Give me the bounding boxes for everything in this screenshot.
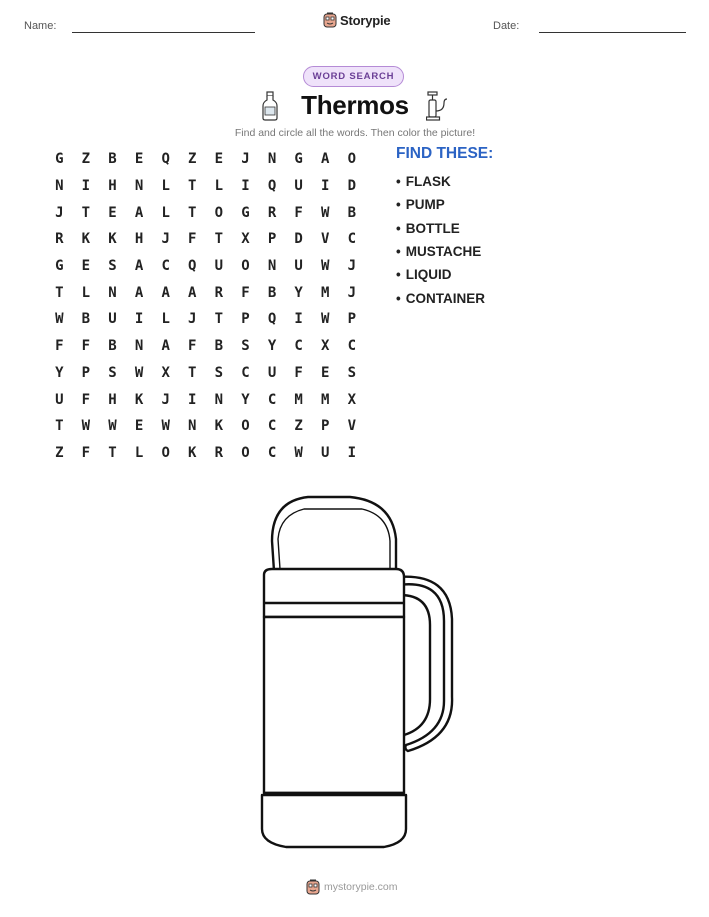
word-text: CONTAINER: [405, 290, 485, 306]
grid-cell[interactable]: Y: [267, 338, 277, 355]
bottle-icon: [262, 91, 278, 121]
grid-cell[interactable]: I: [188, 391, 197, 408]
grid-cell[interactable]: O: [347, 151, 357, 168]
grid-cell[interactable]: B: [108, 151, 117, 168]
grid-cell[interactable]: Q: [188, 258, 197, 275]
grid-cell[interactable]: T: [214, 311, 224, 328]
grid-cell[interactable]: E: [134, 418, 144, 435]
date-line[interactable]: [539, 32, 686, 33]
grid-cell[interactable]: L: [134, 444, 144, 461]
grid-row: [46, 306, 366, 333]
grid-cell[interactable]: O: [241, 258, 250, 275]
grid-cell[interactable]: Y: [294, 284, 303, 301]
grid-cell[interactable]: G: [241, 204, 250, 221]
grid-cell[interactable]: C: [267, 444, 277, 461]
grid-cell[interactable]: Z: [55, 444, 64, 461]
grid-cell[interactable]: G: [55, 151, 64, 168]
grid-cell[interactable]: U: [55, 391, 64, 408]
grid-cell[interactable]: A: [321, 151, 330, 168]
grid-cell[interactable]: O: [241, 418, 250, 435]
grid-cell[interactable]: E: [81, 258, 91, 275]
word-list-item: [396, 217, 485, 240]
grid-cell[interactable]: U: [214, 258, 224, 275]
brand-name: Storypie: [340, 12, 391, 28]
grid-cell[interactable]: C: [267, 391, 277, 408]
word-list-item: [396, 170, 485, 193]
grid-cell[interactable]: M: [294, 391, 303, 408]
grid-cell[interactable]: B: [214, 338, 224, 355]
word-text: LIQUID: [405, 267, 452, 283]
bullet: •: [396, 197, 401, 213]
word-list-item: [396, 263, 485, 286]
grid-cell[interactable]: K: [214, 418, 224, 435]
grid-cell[interactable]: T: [55, 284, 64, 301]
word-list: [396, 170, 485, 310]
grid-row: [46, 146, 366, 173]
grid-cell[interactable]: T: [214, 231, 224, 248]
grid-cell[interactable]: T: [188, 204, 197, 221]
grid-cell[interactable]: N: [134, 178, 144, 195]
grid-cell[interactable]: N: [55, 178, 64, 195]
grid-cell[interactable]: C: [347, 338, 357, 355]
grid-cell[interactable]: P: [267, 231, 277, 248]
bullet: •: [396, 244, 401, 260]
grid-cell[interactable]: W: [161, 418, 170, 435]
grid-cell[interactable]: N: [188, 418, 197, 435]
grid-cell[interactable]: B: [347, 204, 357, 221]
grid-cell[interactable]: N: [214, 391, 224, 408]
grid-cell[interactable]: X: [347, 391, 357, 408]
grid-cell[interactable]: R: [55, 231, 64, 248]
name-line[interactable]: [72, 32, 255, 33]
grid-cell[interactable]: O: [161, 444, 170, 461]
name-label: Name:: [24, 20, 57, 32]
grid-cell[interactable]: P: [321, 418, 330, 435]
grid-cell[interactable]: P: [347, 311, 357, 328]
grid-cell[interactable]: O: [214, 204, 224, 221]
grid-cell[interactable]: J: [241, 151, 250, 168]
word-text: MUSTACHE: [405, 244, 482, 260]
grid-cell[interactable]: T: [188, 178, 197, 195]
grid-row: [46, 360, 366, 387]
grid-cell[interactable]: F: [188, 231, 197, 248]
grid-cell[interactable]: Y: [55, 364, 64, 381]
grid-cell[interactable]: A: [134, 204, 144, 221]
grid-cell[interactable]: J: [161, 391, 170, 408]
pump-icon: [426, 91, 448, 121]
grid-cell[interactable]: E: [214, 151, 224, 168]
grid-row: [46, 173, 366, 200]
grid-cell[interactable]: F: [241, 284, 250, 301]
bullet: •: [396, 267, 401, 283]
grid-cell[interactable]: C: [347, 231, 357, 248]
grid-cell[interactable]: S: [347, 364, 357, 381]
grid-cell[interactable]: X: [161, 364, 170, 381]
grid-cell[interactable]: P: [241, 311, 250, 328]
grid-cell[interactable]: S: [241, 338, 250, 355]
grid-cell[interactable]: I: [241, 178, 250, 195]
grid-cell[interactable]: O: [241, 444, 250, 461]
grid-cell[interactable]: S: [108, 258, 117, 275]
grid-cell[interactable]: K: [108, 231, 117, 248]
grid-cell[interactable]: U: [108, 311, 117, 328]
word-search-badge: WORD SEARCH: [303, 66, 404, 87]
grid-cell[interactable]: I: [81, 178, 91, 195]
bullet: •: [396, 174, 401, 190]
grid-row: [46, 279, 366, 306]
grid-cell[interactable]: T: [108, 444, 117, 461]
grid-cell[interactable]: S: [214, 364, 224, 381]
grid-cell[interactable]: U: [321, 444, 330, 461]
grid-cell[interactable]: A: [161, 284, 170, 301]
grid-cell[interactable]: W: [321, 311, 330, 328]
grid-cell[interactable]: W: [321, 258, 330, 275]
grid-cell[interactable]: T: [55, 418, 64, 435]
grid-cell[interactable]: Z: [188, 151, 197, 168]
grid-cell[interactable]: C: [267, 418, 277, 435]
word-list-item: [396, 193, 485, 216]
grid-cell[interactable]: F: [55, 338, 64, 355]
grid-cell[interactable]: N: [134, 338, 144, 355]
word-text: PUMP: [405, 197, 445, 213]
grid-cell[interactable]: B: [267, 284, 277, 301]
grid-cell[interactable]: Q: [267, 178, 277, 195]
grid-cell[interactable]: X: [241, 231, 250, 248]
grid-cell[interactable]: W: [55, 311, 64, 328]
grid-cell[interactable]: H: [108, 391, 117, 408]
grid-cell[interactable]: R: [214, 284, 224, 301]
grid-cell[interactable]: F: [81, 391, 91, 408]
grid-cell[interactable]: F: [188, 338, 197, 355]
grid-cell[interactable]: D: [294, 231, 303, 248]
grid-cell[interactable]: R: [214, 444, 224, 461]
grid-cell[interactable]: V: [321, 231, 330, 248]
date-label: Date:: [493, 20, 520, 32]
grid-cell[interactable]: N: [267, 151, 277, 168]
grid-cell[interactable]: W: [108, 418, 117, 435]
grid-cell[interactable]: N: [108, 284, 117, 301]
grid-cell[interactable]: Y: [241, 391, 250, 408]
footer-site-link[interactable]: mystorypie.com: [324, 881, 398, 893]
grid-cell[interactable]: C: [161, 258, 170, 275]
grid-cell[interactable]: K: [81, 231, 91, 248]
grid-cell[interactable]: M: [321, 391, 330, 408]
grid-cell[interactable]: Q: [267, 311, 277, 328]
word-text: FLASK: [405, 174, 451, 190]
grid-cell[interactable]: T: [188, 364, 197, 381]
grid-cell[interactable]: W: [321, 204, 330, 221]
grid-cell[interactable]: K: [134, 391, 144, 408]
word-text: BOTTLE: [405, 220, 460, 236]
grid-cell[interactable]: X: [321, 338, 330, 355]
grid-cell[interactable]: W: [294, 444, 303, 461]
grid-cell[interactable]: B: [108, 338, 117, 355]
grid-cell[interactable]: J: [161, 231, 170, 248]
grid-cell[interactable]: B: [81, 311, 91, 328]
grid-row: [46, 440, 366, 467]
grid-cell[interactable]: A: [134, 284, 144, 301]
bullet: •: [396, 220, 401, 236]
grid-cell[interactable]: K: [188, 444, 197, 461]
grid-row: [46, 226, 366, 253]
grid-row: [46, 386, 366, 413]
grid-cell[interactable]: M: [321, 284, 330, 301]
grid-cell[interactable]: W: [134, 364, 144, 381]
grid-cell[interactable]: A: [134, 258, 144, 275]
grid-cell[interactable]: H: [134, 231, 144, 248]
grid-cell[interactable]: U: [294, 258, 303, 275]
grid-cell[interactable]: N: [267, 258, 277, 275]
grid-cell[interactable]: E: [134, 151, 144, 168]
grid-cell[interactable]: C: [241, 364, 250, 381]
bullet: •: [396, 290, 401, 306]
instructions: Find and circle all the words. Then color the picture!: [234, 127, 476, 139]
grid-cell[interactable]: I: [347, 444, 357, 461]
grid-cell[interactable]: J: [347, 284, 357, 301]
grid-cell[interactable]: P: [81, 364, 91, 381]
grid-cell[interactable]: T: [81, 204, 91, 221]
grid-row: [46, 413, 366, 440]
grid-cell[interactable]: L: [161, 178, 170, 195]
grid-cell[interactable]: F: [294, 364, 303, 381]
grid-row: [46, 333, 366, 360]
word-list-title: FIND THESE:: [396, 145, 494, 162]
grid-cell[interactable]: A: [161, 338, 170, 355]
grid-cell[interactable]: I: [134, 311, 144, 328]
grid-cell[interactable]: I: [294, 311, 303, 328]
word-list-item: [396, 240, 485, 263]
grid-cell[interactable]: I: [321, 178, 330, 195]
grid-cell[interactable]: L: [161, 311, 170, 328]
grid-row: [46, 199, 366, 226]
grid-cell[interactable]: Q: [161, 151, 170, 168]
grid-cell[interactable]: L: [81, 284, 91, 301]
grid-cell[interactable]: F: [81, 338, 91, 355]
grid-row: [46, 253, 366, 280]
word-search-grid[interactable]: [46, 146, 366, 466]
brand-logo: [323, 12, 390, 28]
grid-cell[interactable]: S: [108, 364, 117, 381]
grid-cell[interactable]: C: [294, 338, 303, 355]
page-title: Thermos: [301, 90, 409, 120]
grid-cell[interactable]: E: [321, 364, 330, 381]
grid-cell[interactable]: F: [81, 444, 91, 461]
grid-cell[interactable]: G: [294, 151, 303, 168]
storypie-logo-icon: [306, 879, 320, 895]
grid-cell[interactable]: A: [188, 284, 197, 301]
grid-cell[interactable]: U: [294, 178, 303, 195]
grid-cell[interactable]: F: [294, 204, 303, 221]
thermos-illustration: [258, 491, 454, 853]
grid-cell[interactable]: L: [214, 178, 224, 195]
grid-cell[interactable]: J: [188, 311, 197, 328]
grid-cell[interactable]: V: [347, 418, 357, 435]
grid-cell[interactable]: Z: [81, 151, 91, 168]
grid-cell[interactable]: G: [55, 258, 64, 275]
grid-cell[interactable]: W: [81, 418, 91, 435]
grid-cell[interactable]: L: [161, 204, 170, 221]
grid-cell[interactable]: R: [267, 204, 277, 221]
grid-cell[interactable]: J: [55, 204, 64, 221]
footer: [306, 879, 398, 895]
grid-cell[interactable]: J: [347, 258, 357, 275]
grid-cell[interactable]: Z: [294, 418, 303, 435]
grid-cell[interactable]: D: [347, 178, 357, 195]
word-list-item: [396, 286, 485, 309]
grid-cell[interactable]: H: [108, 178, 117, 195]
storypie-logo-icon: [323, 12, 337, 28]
grid-cell[interactable]: E: [108, 204, 117, 221]
grid-cell[interactable]: U: [267, 364, 277, 381]
